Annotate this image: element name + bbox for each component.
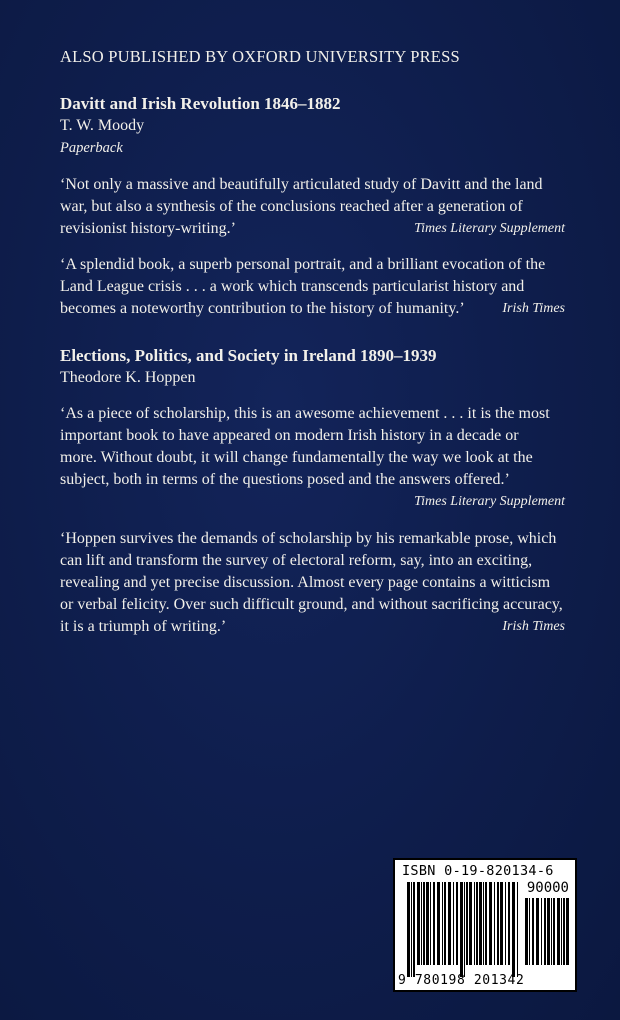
ean-barcode-bars xyxy=(407,882,519,977)
barcode-bar xyxy=(421,882,422,965)
barcode-bar xyxy=(561,898,562,965)
price-code: 90000 xyxy=(526,880,569,896)
review-line: ‘As a piece of scholarship, this is an awesome achievement . . . it is the most xyxy=(60,405,550,422)
barcode-bar xyxy=(476,882,478,965)
review-line: ‘A splendid book, a superb personal portrait, and a brilliant evocation of the xyxy=(60,256,546,273)
barcode-bar xyxy=(485,882,487,965)
barcode-bar xyxy=(541,898,542,965)
barcode-bar xyxy=(517,882,518,977)
barcode-bar xyxy=(489,882,492,965)
barcode-bar xyxy=(508,882,510,965)
book-1-review-2 xyxy=(60,254,565,320)
review-line-text: becomes a noteworthy contribution to the history of humanity.’ xyxy=(60,300,465,317)
book-1-review-1 xyxy=(60,174,565,240)
book-1-title: Davitt and Irish Revolution 1846–1882 xyxy=(60,94,341,113)
barcode-bar xyxy=(512,882,515,977)
publisher-heading: ALSO PUBLISHED BY OXFORD UNIVERSITY PRESS xyxy=(60,47,460,66)
review-line xyxy=(60,616,565,638)
barcode-bar xyxy=(460,882,463,977)
addon-barcode-bars xyxy=(525,898,569,977)
book-1-author: T. W. Moody xyxy=(60,117,145,134)
review-line: important book to have appeared on modern Irish history in a decade or xyxy=(60,427,519,444)
review-line: subject, both in terms of the questions posed and the answers offered.’ xyxy=(60,471,510,488)
review-line-text: revisionist history-writing.’ xyxy=(60,220,236,237)
ean-digits: 9 780198 201342 xyxy=(398,973,525,988)
barcode-bar xyxy=(500,882,503,965)
review-line xyxy=(60,218,565,240)
barcode-bar xyxy=(453,882,454,965)
review-line: Land League crisis . . . a work which transcends particularist history and xyxy=(60,278,525,295)
book-2-review-2 xyxy=(60,528,565,638)
barcode-bar xyxy=(479,882,482,965)
barcode-bar xyxy=(505,882,506,965)
barcode-bar xyxy=(544,898,546,965)
barcode-bar xyxy=(483,882,484,965)
barcode-bar xyxy=(474,882,475,965)
book-1-format: Paperback xyxy=(60,140,123,156)
barcode-bar xyxy=(494,882,495,965)
isbn-number: ISBN 0-19-820134-6 xyxy=(402,863,554,879)
barcode-bar xyxy=(437,882,440,965)
barcode-bar xyxy=(413,882,415,977)
review-source: Irish Times xyxy=(502,619,565,634)
isbn-barcode xyxy=(393,858,577,992)
barcode-bar xyxy=(407,882,410,977)
barcode-bar xyxy=(529,898,530,965)
barcode-bar xyxy=(411,882,412,977)
barcode-bar xyxy=(426,882,429,965)
review-line: can lift and transform the survey of electoral reform, say, into an exciting, xyxy=(60,552,533,569)
barcode-bar xyxy=(563,898,565,965)
review-line: ‘Hoppen survives the demands of scholarship by his remarkable prose, which xyxy=(60,530,557,547)
review-line: war, but also a synthesis of the conclusions reached after a generation of xyxy=(60,198,523,215)
barcode-bar xyxy=(442,882,443,965)
review-line: ‘Not only a massive and beautifully articulated study of Davitt and the land xyxy=(60,176,543,193)
barcode-bar xyxy=(536,898,539,965)
barcode-bar xyxy=(417,882,420,965)
review-source: Irish Times xyxy=(502,301,565,316)
review-source: Times Literary Supplement xyxy=(414,221,565,236)
barcode-bar xyxy=(551,898,552,965)
barcode-bar xyxy=(469,882,472,965)
barcode-bar xyxy=(547,898,550,965)
barcode-bar xyxy=(444,882,446,965)
barcode-bar xyxy=(464,882,465,977)
barcode-bar xyxy=(553,898,555,965)
barcode-bar xyxy=(525,898,528,965)
book-2-review-1 xyxy=(60,403,565,513)
review-source: Times Literary Supplement xyxy=(414,494,565,509)
review-line-text: it is a triumph of writing.’ xyxy=(60,618,227,635)
book-2-title: Elections, Politics, and Society in Ireland 1890–1939 xyxy=(60,346,437,365)
barcode-bar xyxy=(456,882,458,965)
barcode-bar xyxy=(423,882,425,965)
review-line xyxy=(60,298,565,320)
review-line: or verbal felicity. Over such difficult ground, and without sacrificing accuracy, xyxy=(60,596,563,613)
barcode-bar xyxy=(532,898,534,965)
barcode-bar xyxy=(557,898,560,965)
barcode-bar xyxy=(430,882,431,965)
barcode-bar xyxy=(497,882,499,965)
review-line: more. Without doubt, it will change fundamentally the way we look at the xyxy=(60,449,533,466)
review-line: revealing and yet precise discussion. Almost every page contains a witticism xyxy=(60,574,551,591)
barcode-bar xyxy=(566,898,569,965)
barcode-bar xyxy=(448,882,451,965)
barcode-bar xyxy=(433,882,435,965)
barcode-bar xyxy=(466,882,468,965)
book-2-author: Theodore K. Hoppen xyxy=(60,369,196,386)
